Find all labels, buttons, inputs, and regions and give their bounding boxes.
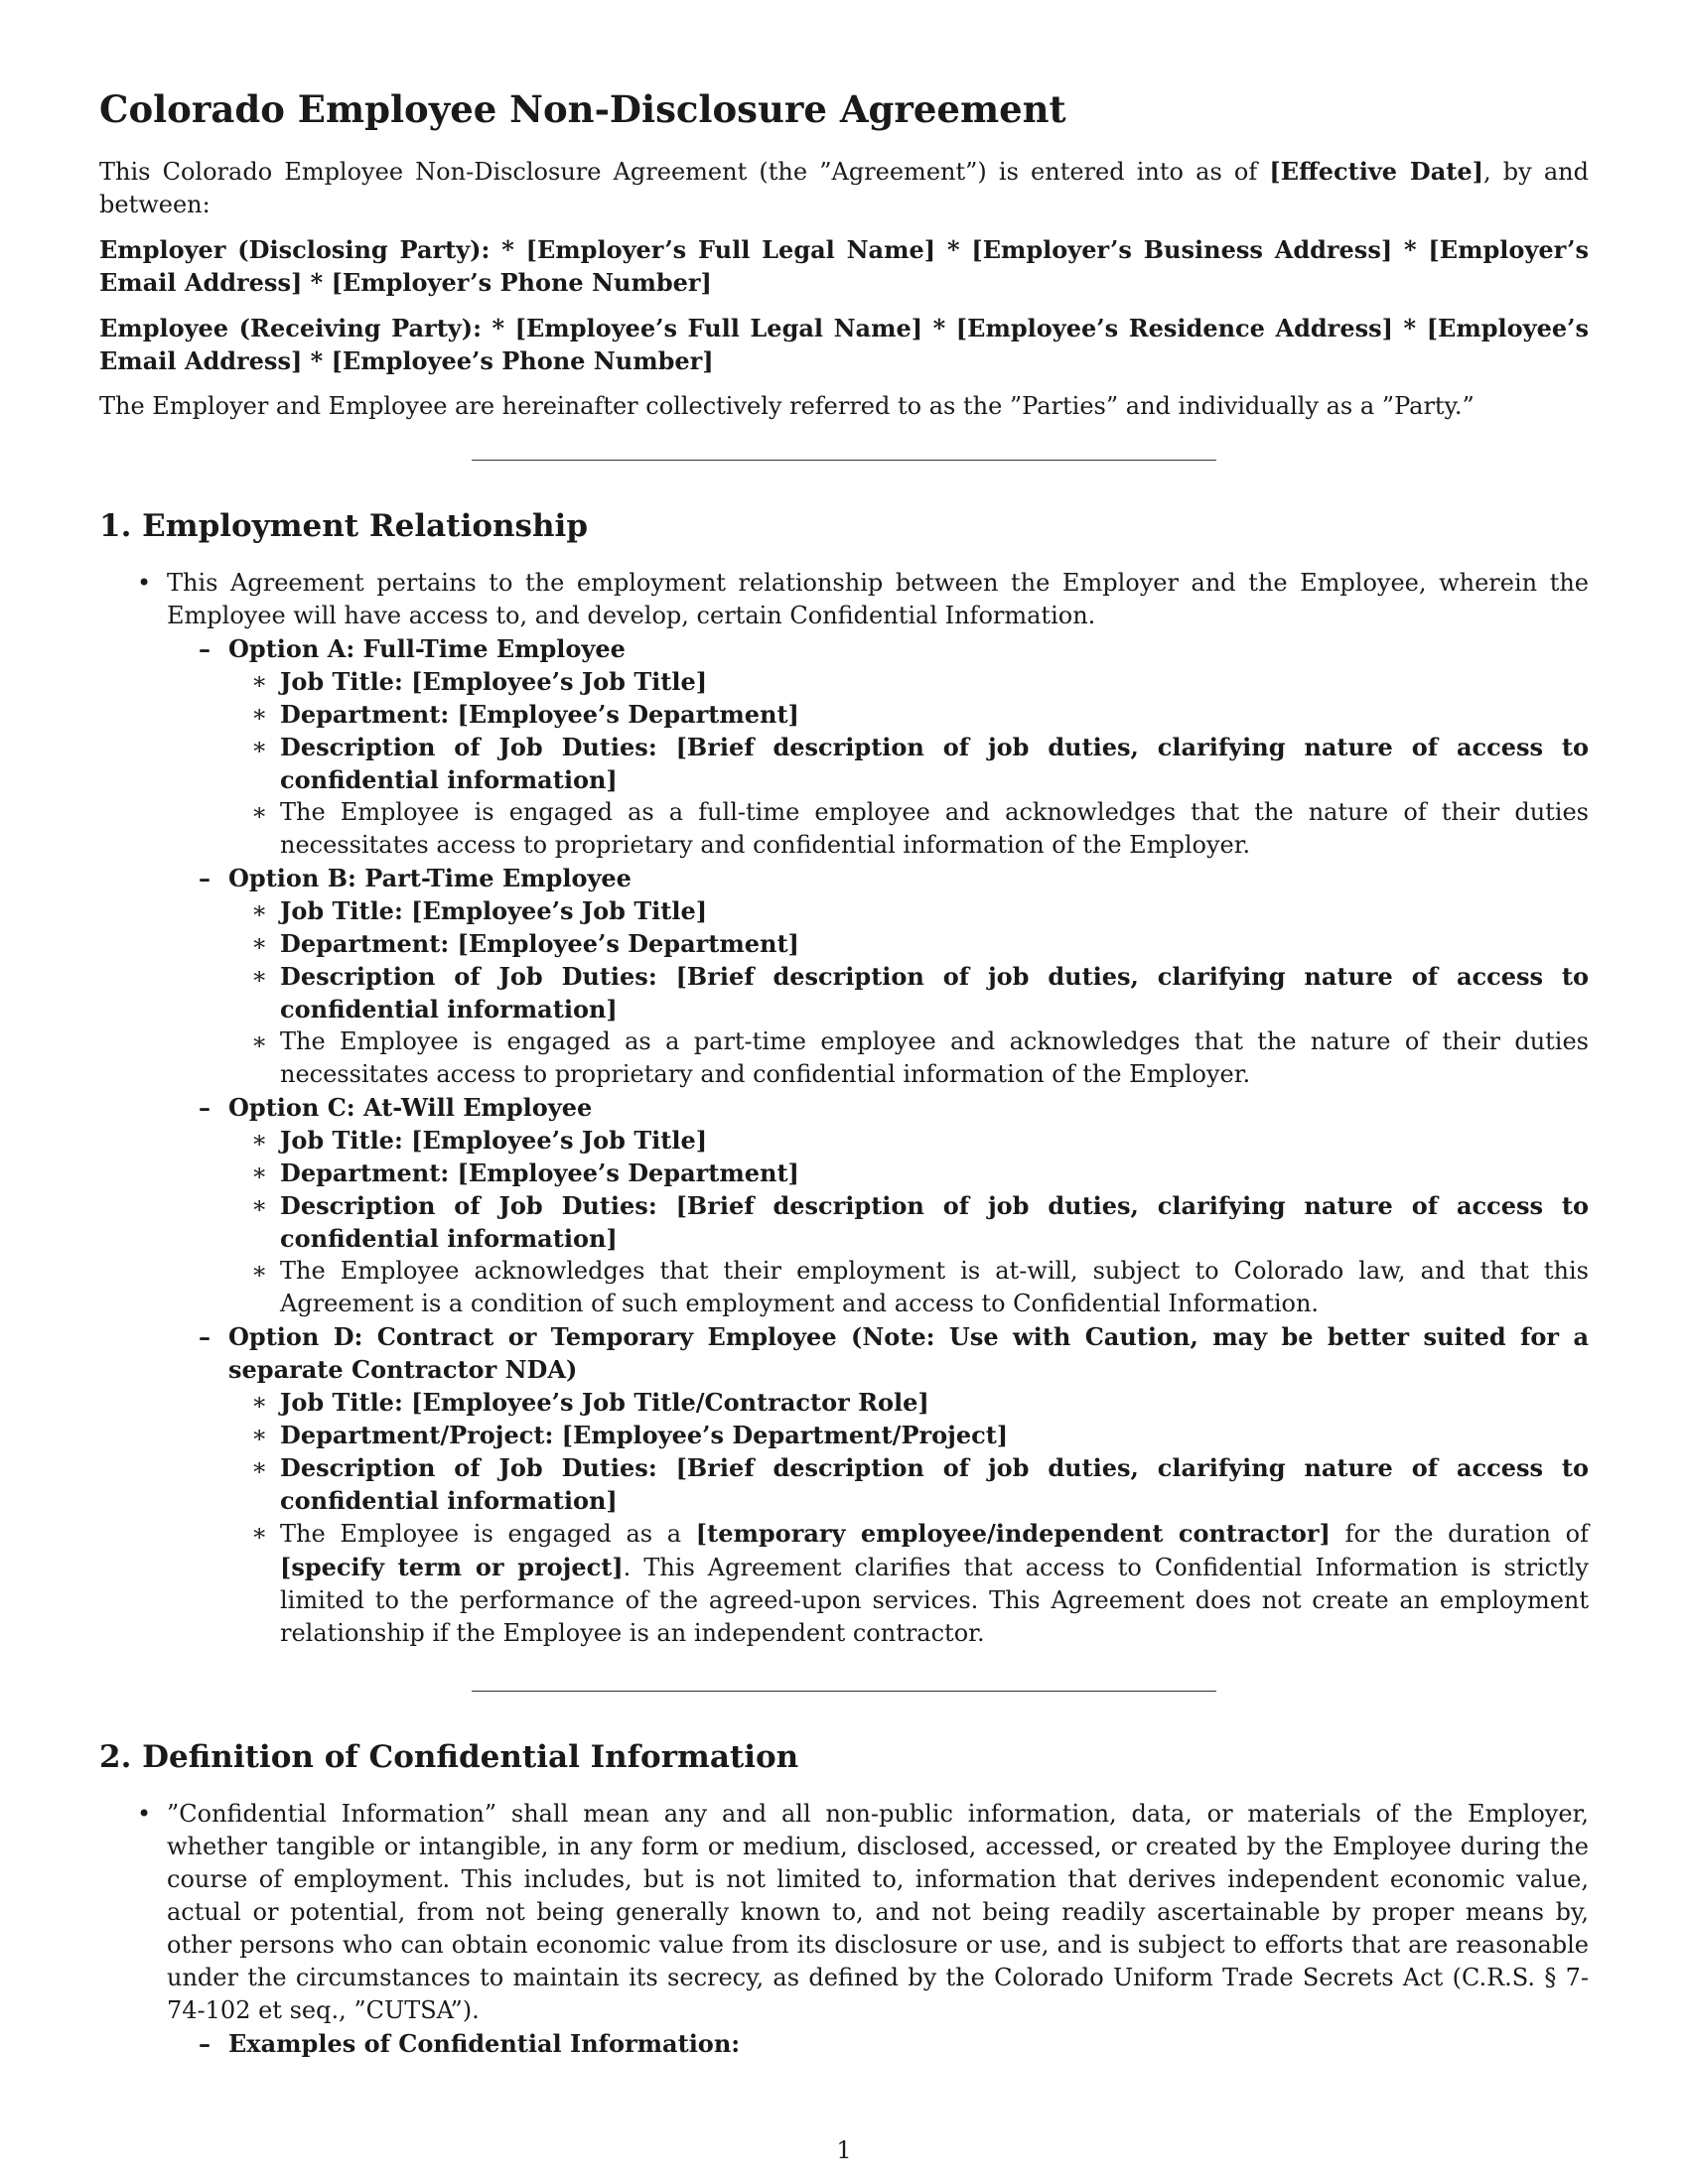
option-note: The Employee is engaged as a: [280, 1520, 696, 1548]
engagement-type-placeholder: [temporary employee/independent contractor]: [695, 1519, 1331, 1548]
duties-field: Description of Job Duties: [Brief description of job duties, clarifying nature of access to confidential information]: [280, 962, 1589, 1024]
section-divider: [472, 1691, 1216, 1692]
list-item: [99, 567, 1589, 632]
star-marker: ∗: [251, 667, 268, 695]
dash-marker: –: [199, 864, 211, 892]
job-title-field: Job Title: [Employee’s Job Title/Contractor Role]: [280, 1388, 929, 1417]
intro-text: This Colorado Employee Non-Disclosure Agreement (the ”Agreement”) is entered into as of: [99, 158, 1270, 186]
list-item: [99, 1451, 1589, 1517]
option-note: . This Agreement clarifies that access to Confidential Information is strictly limited to the performance of the agreed-upon services. This Agreement does not create an employment relationship if the Employee is an independent contractor.: [280, 1554, 1589, 1647]
department-field: Department: [Employee’s Department]: [280, 1159, 799, 1187]
option-heading: [99, 1091, 1589, 1124]
star-marker: ∗: [251, 1421, 268, 1448]
section-divider: [472, 460, 1216, 461]
duties-field: Description of Job Duties: [Brief description of job duties, clarifying nature of access to confidential information]: [280, 1453, 1589, 1515]
star-marker: ∗: [251, 896, 268, 924]
department-field: Department/Project: [Employee’s Department/Project]: [280, 1421, 1009, 1449]
option-label: Option C: At-Will Employee: [228, 1093, 593, 1122]
job-title-field: Job Title: [Employee’s Job Title]: [280, 1126, 708, 1155]
list-item: [99, 1189, 1589, 1255]
star-marker: ∗: [251, 929, 268, 957]
option-heading: [99, 862, 1589, 894]
star-marker: ∗: [251, 1191, 268, 1219]
intro-text-end: , by and between:: [99, 158, 1590, 218]
star-marker: ∗: [251, 1027, 268, 1055]
section-heading: 2. Definition of Confidential Information: [99, 1739, 799, 1775]
list-item: [99, 665, 1589, 698]
list-item: [99, 894, 1589, 927]
department-field: Department: [Employee’s Department]: [280, 929, 799, 958]
section-2-list: [99, 1798, 1589, 2060]
option-note: for the duration of: [1330, 1520, 1589, 1548]
list-item: [99, 960, 1589, 1025]
list-item: [99, 1386, 1589, 1419]
list-item: [99, 927, 1589, 960]
employer-block: Employer (Disclosing Party): * [Employer’s Full Legal Name] * [Employer’s Business Address] * [Employer’s Email Address] * [Employer’s Phone Number]: [99, 235, 1589, 297]
section-intro-text: This Agreement pertains to the employment relationship between the Employer and the Employee, wherein the Employee will have access to, and develop, certain Confidential Information.: [167, 569, 1589, 629]
section-1-list: [99, 567, 1589, 1650]
star-marker: ∗: [251, 733, 268, 760]
star-marker: ∗: [251, 1126, 268, 1154]
list-item: [99, 1517, 1589, 1650]
star-marker: ∗: [251, 1159, 268, 1186]
section-intro-text: ”Confidential Information” shall mean any and all non-public information, data, or materials of the Employer, whether tangible or intangible, in any form or medium, disclosed, accessed, or created by the Employee during the course of employment. This includes, but is not limited to, information that derives independent economic value, actual or potential, from not being generally known to, and not being readily ascertainable by proper means by, other persons who can obtain economic value from its disclosure or use, and is subject to efforts that are reasonable under the circumstances to maintain its secrecy, as defined by the Colorado Uniform Trade Secrets Act (C.R.S. § 7-74-102 et seq., ”CUTSA”).: [167, 1800, 1589, 2024]
list-item: [99, 698, 1589, 731]
star-marker: ∗: [251, 962, 268, 990]
list-item: [99, 796, 1589, 862]
option-note: The Employee acknowledges that their employment is at-will, subject to Colorado law, and that this Agreement is a condition of such employment and access to Confidential Information.: [280, 1257, 1589, 1317]
option-heading: [99, 1320, 1589, 1386]
option-note: The Employee is engaged as a full-time employee and acknowledges that the nature of their duties necessitates access to proprietary and confidential information of the Employer.: [280, 798, 1589, 859]
intro-paragraph: [99, 155, 1589, 221]
option-heading: [99, 632, 1589, 665]
star-marker: ∗: [251, 1453, 268, 1481]
list-item: [99, 1157, 1589, 1189]
duties-field: Description of Job Duties: [Brief description of job duties, clarifying nature of access to confidential information]: [280, 733, 1589, 794]
employee-block: Employee (Receiving Party): * [Employee’s Full Legal Name] * [Employee’s Residence Address] * [Employee’s Email Address] * [Employee’s Phone Number]: [99, 314, 1589, 375]
option-label: Option B: Part-Time Employee: [228, 864, 632, 892]
list-item: [99, 1025, 1589, 1091]
option-heading: [99, 2027, 1589, 2060]
dash-marker: –: [199, 634, 211, 663]
option-label: Option D: Contract or Temporary Employee (Note: Use with Caution, may be better suited for a separate Contractor NDA): [228, 1322, 1589, 1384]
job-title-field: Job Title: [Employee’s Job Title]: [280, 896, 708, 925]
parties-note: The Employer and Employee are hereinafter collectively referred to as the ”Parties” and individually as a ”Party.”: [99, 392, 1475, 420]
examples-label: Examples of Confidential Information:: [228, 2029, 741, 2058]
list-item: [99, 1419, 1589, 1451]
bullet-marker: •: [137, 569, 152, 597]
list-item: [99, 1255, 1589, 1320]
duties-field: Description of Job Duties: [Brief description of job duties, clarifying nature of access to confidential information]: [280, 1191, 1589, 1253]
option-label: Option A: Full-Time Employee: [228, 634, 626, 663]
star-marker: ∗: [251, 1519, 268, 1547]
section-heading: 1. Employment Relationship: [99, 508, 589, 544]
job-title-field: Job Title: [Employee’s Job Title]: [280, 667, 708, 696]
star-marker: ∗: [251, 1257, 268, 1285]
document-page: [99, 0, 1589, 2184]
list-item: [99, 1124, 1589, 1157]
dash-marker: –: [199, 1093, 211, 1122]
star-marker: ∗: [251, 700, 268, 728]
term-placeholder: [specify term or project]: [280, 1553, 624, 1581]
dash-marker: –: [199, 2029, 211, 2058]
bullet-marker: •: [137, 1800, 152, 1828]
effective-date-placeholder: [Effective Date]: [1269, 157, 1484, 186]
list-item: [99, 731, 1589, 796]
page-number: 1: [836, 2136, 852, 2164]
option-note: The Employee is engaged as a part-time employee and acknowledges that the nature of their duties necessitates access to proprietary and confidential information of the Employer.: [280, 1027, 1589, 1088]
star-marker: ∗: [251, 798, 268, 826]
list-item: [99, 1798, 1589, 2027]
star-marker: ∗: [251, 1388, 268, 1416]
dash-marker: –: [199, 1322, 211, 1351]
department-field: Department: [Employee’s Department]: [280, 700, 799, 729]
document-title: Colorado Employee Non-Disclosure Agreement: [99, 87, 1066, 131]
